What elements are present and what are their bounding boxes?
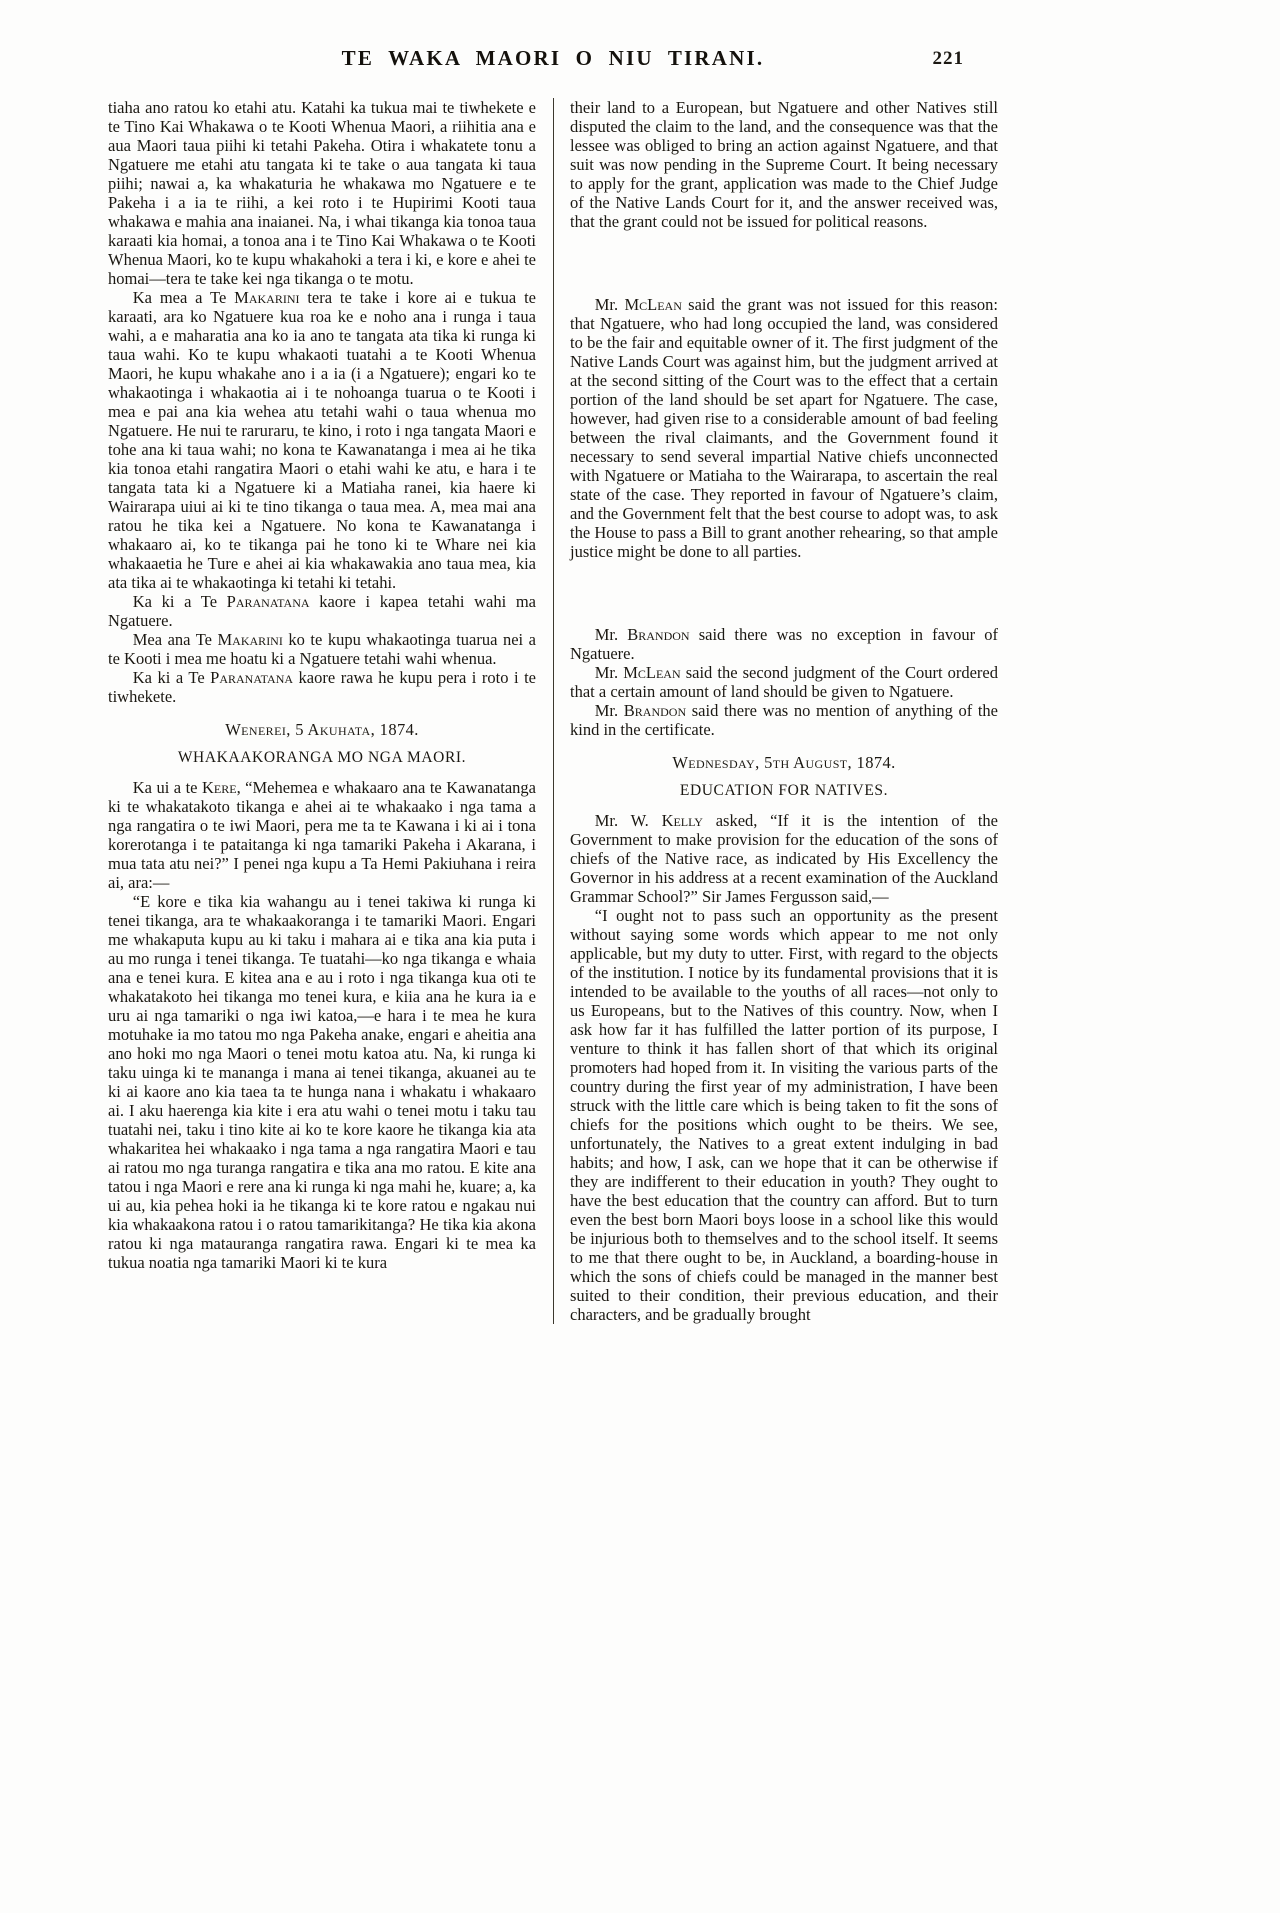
text-run: tiaha ano ratou ko etahi atu. Katahi ka tukua mai te tiwhekete e te Tino Kai Whakawa o te Kooti Whenua Maori, a riihitia ana e aua Maori taua piihi ki tetahi Pakeha. Otira i whakatete tonu a Ngatuere me etahi atu tangata ki te take o aua tangata ki taua piihi; nawai a, ka whakaturia he whakawa mo Ngatuere e te Pakeha i a ia te riihi, a kei roto i te Hupirimi Kooti taua whakawa e mahia ana inaianei. Na, i whai tikanga kia tonoa taua karaati kia homai, a tonoa ana i te Tino Kai Whakawa o te Kooti Whenua Maori, ko te kupu whakahoki a tera i ki, e kore e ahei te homai—tera te take kei nga tikanga o te motu. [108,98,536,288]
column-english [570,98,998,1324]
small-caps-text: Wednesday, 5th August, 1874. [672,753,896,772]
text-run: Mr. [594,295,625,314]
text-run: their land to a European, but Ngatuere and other Natives still disputed the claim to the land, and the consequence was that the lessee was obliged to bring an action against Ngatuere, and that suit was now pending in the Supreme Court. It being necessary to apply for the grant, application was made to the Chief Judge of the Native Lands Court for it, and the answer received was, that the grant could not be issued for political reasons. [570,98,998,231]
text-run: Ka mea a Te [132,288,235,307]
paragraph [570,625,998,663]
page-content [108,46,998,1324]
text-run: , “Mehemea e whakaaro ana te Kawanatanga ki te whakatakoto tikanga e ahei ai te whakaako i nga tama a nga rangatira o te iwi Maori, pera me ta te Kawana i ki ai i tona korerotanga i te pataitanga ki nga tamariki Pakeha i Akarana, i mua tata atu nei?” I penei nga kupu a Ta Hemi Pakiuhana i reira ai, ara:— [108,778,536,892]
page-number: 221 [932,48,964,69]
paragraph [108,630,536,668]
section-heading [570,781,998,800]
section-heading [570,753,998,772]
small-caps-text: Makarini [234,288,300,307]
text-run: asked, “If it is the intention of the Government to make provision for the education of the sons of chiefs of the Native race, as indicated by His Excellency the Governor in his address at a recent examination of the Auckland Grammar School?” Sir James Fergusson said,— [570,811,998,906]
small-caps-text: Wenerei, 5 Akuhata, 1874. [225,720,419,739]
text-run: tera te take i kore ai e tukua te karaati, ara ko Ngatuere kua roa ke e noho ana i runga i taua wahi, a e maharatia ana ko ia ano te tangata ata tika ki runga ki taua wahi. Ko te kupu whakaoti tuatahi a te Kooti Whenua Maori, he kupu whakahe ano i a ia (i a Ngatuere); engari ko te whakaotinga i whakaotia ai i te nohoanga tuarua o te Kooti i mea e pai ana kia wehea atu tetahi wahi o taua whenua mo Ngatuere. He nui te raruraru, te kino, i roto i nga tangata Maori e tohe ana ki taua wahi; no kona te Kawanatanga i mea ai he tika kia tonoa etahi rangatira Maori o etahi wahi ke atu, e hara i te tangata tata ki a Ngatuere ki a Matiaha ranei, kia haere ki Wairarapa uiui ai ki te tino tikanga o taua mea. A, mea mai ana ratou he tika kei a Ngatuere. No kona te Kawanatanga i whakaaro ai, ko te tikanga pai he tono ki te Whare nei kia whakaaetia he Ture e ahei ai kia whakawakia ano taua mea, kia ata tika ai te whakaotinga ki tetahi ki tetahi. [108,288,536,592]
text-run: Ka ui a te [132,778,202,797]
text-run: kaore i kapea tetahi wahi ma Ngatuere. [108,592,536,630]
text-run: said there was no mention of anything of the kind in the certificate. [570,701,998,739]
text-run: Ka ki a Te [132,668,211,687]
text-run: “E kore e tika kia wahangu au i tenei takiwa ki runga ki tenei tikanga, ara te whakaakoranga i te tamariki Maori. Engari me whakaputa kupu au ki taku i mahara ai e tika ana kia puta i au mo runga i tenei tikanga. Te tuatahi—ko nga tikanga e whaia ana e tenei kura. E kitea ana e au i roto i nga tikanga kua oti te whakatakoto hei tikanga mo tenei kura, e kiia ana he kura ia e uru ai nga tamariki o nga iwi katoa,—e hara i te mea he kura motuhake ia mo tatou mo nga Pakeha anake, engari e aheitia ana ano hoki mo nga Maori o tenei motu katoa atu. Na, ki runga ki taku uinga ki te mananga i mana ai tenei tikanga, akuanei au te ki ai kaore ano kia taea ta te hunga nana i whakatu i whakaaro ai. I aku haerenga kia kite i era atu wahi o tenei motu i taku tau tuatahi nei, taku i tino kite ai ko te kore kaore he tikanga kia ata whakaritea hei whakaako i nga tama a nga rangatira Maori e tau ai ratou mo nga turanga rangatira e tika ana mo ratou. E kite ana tatou i nga Maori e rere ana ki runga ki nga mahi he, kuare; a, ka ui au, kia pehea hoki ia he tikanga ki te kore ratou e ngakau nui kia whakaakona ratou i o ratou tamarikitanga? He tika kia akona ratou ki nga matauranga rangatira rawa. Engari ki te mea ka tukua noatia nga tamariki Maori ki te kura [108,892,536,1272]
article-columns [108,98,998,1324]
paragraph [570,906,998,1324]
paragraph [108,288,536,592]
column-spacer [570,561,998,625]
paragraph [108,778,536,892]
paragraph [108,892,536,1272]
text-run: said the grant was not issued for this reason: that Ngatuere, who had long occupied the land, was considered to be the fair and equitable owner of it. The first judgment of the Native Lands Court was against him, but the judgment arrived at at the second sitting of the Court was to the effect that a certain portion of the land should be set apart for Ngatuere. The case, however, had given rise to a considerable amount of bad feeling between the rival claimants, and the Government found it necessary to send several impartial Native chiefs unconnected with Ngatuere or Matiaha to the Wairarapa, to ascertain the real state of the case. They reported in favour of Ngatuere’s claim, and the Government felt that the best course to adopt was, to ask the House to pass a Bill to grant another rehearing, so that ample justice might be done to all parties. [570,295,999,561]
page-title: TE WAKA MAORI O NIU TIRANI. [341,46,765,70]
small-caps-text: Brandon [623,701,687,720]
paragraph [570,295,998,561]
column-spacer [570,231,998,295]
small-caps-text: Brandon [627,625,690,644]
small-caps-text: McLean [624,295,682,314]
text-run: EDUCATION FOR NATIVES. [679,782,889,799]
text-run: WHAKAAKORANGA MO NGA MAORI. [177,749,467,766]
small-caps-text: McLean [623,663,681,682]
text-run: Mr. [594,625,628,644]
column-divider [553,98,554,1324]
paragraph [570,701,998,739]
text-run: Mr. W. [594,811,662,830]
text-run: Mr. [594,701,624,720]
small-caps-text: Kere [201,778,237,797]
text-run: Ka ki a Te [132,592,227,611]
section-heading [108,748,536,767]
paragraph [108,668,536,706]
paragraph [108,592,536,630]
small-caps-text: Makarini [217,630,283,649]
text-run: Mea ana Te [132,630,218,649]
paragraph [570,98,998,231]
paragraph [108,98,536,288]
section-heading [108,720,536,739]
paragraph [570,811,998,906]
text-run: “I ought not to pass such an opportunity as the present without saying some words which appear to me not only applicable, but my duty to utter. First, with regard to the objects of the institution. I notice by its fundamental provisions that it is intended to be available to the youths of all races—not only to us Europeans, but to the Natives of this country. Now, when I ask how far it has fulfilled the latter portion of its purpose, I venture to think it has fallen short of that which its original promoters had hoped from it. In visiting the various parts of the country during the first year of my administration, I have been struck with the little care which is being taken to fit the sons of chiefs for the positions which ought to be theirs. We see, unfortunately, the Natives to a great extent indulging in bad habits; and how, I ask, can we hope that it can be otherwise if they are indifferent to their education in youth? They ought to have the best education that the country can afford. But to turn even the best born Maori boys loose in a school like this would be injurious both to themselves and to the school itself. It seems to me that there ought to be, in Auckland, a boarding-house in which the sons of chiefs could be managed in the manner best suited to their condition, their previous education, and their characters, and be gradually brought [570,906,998,1324]
text-run: Mr. [594,663,624,682]
text-run: ko te kupu whakaotinga tuarua nei a te Kooti i mea me hoatu ki a Ngatuere tetahi wahi whenua. [108,630,536,668]
text-run: said the second judgment of the Court ordered that a certain amount of land should be given to Ngatuere. [570,663,998,701]
paragraph [570,663,998,701]
small-caps-text: Paranatana [226,592,310,611]
text-run: kaore rawa he kupu pera i roto i te tiwhekete. [108,668,536,706]
small-caps-text: Kelly [661,811,703,830]
small-caps-text: Paranatana [210,668,294,687]
column-maori [108,98,536,1324]
text-run: said there was no exception in favour of Ngatuere. [570,625,998,663]
masthead [108,46,998,80]
